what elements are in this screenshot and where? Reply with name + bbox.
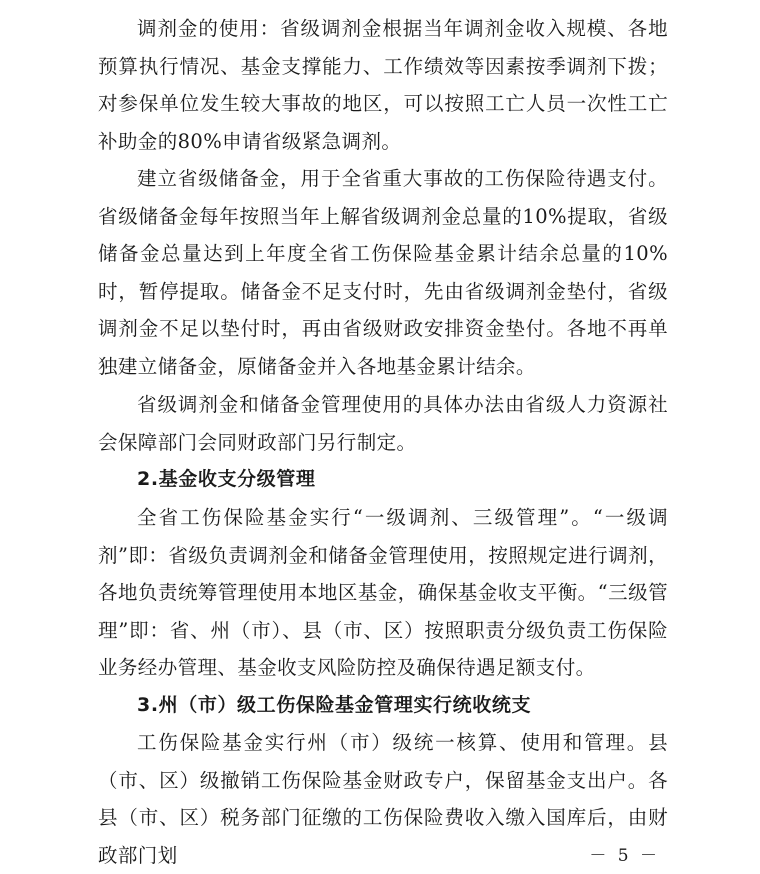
paragraph-management-rules: 省级调剂金和储备金管理使用的具体办法由省级人力资源社会保障部门会同财政部门另行制定。 [98,393,668,454]
paragraph-prefecture-level: 工伤保险基金实行州（市）级统一核算、使用和管理。县（市、区）级撤销工伤保险基金财政专户，保留基金支出户。各县（市、区）税务部门征缴的工伤保险费收入缴入国库后，由财政部门划 [98,731,668,867]
paragraph-adjustment-fund-usage: 调剂金的使用：省级调剂金根据当年调剂金收入规模、各地预算执行情况、基金支撑能力、工作绩效等因素按季调剂下拨；对参保单位发生较大事故的地区，可以按照工亡人员一次性工亡补助金的80%申请省级紧急调剂。 [98,17,668,153]
section-heading-tiered-management: 2.基金收支分级管理 [137,468,316,490]
paragraph-tiered-management: 全省工伤保险基金实行“一级调剂、三级管理”。“一级调剂”即：省级负责调剂金和储备金管理使用，按照规定进行调剂，各地负责统筹管理使用本地区基金，确保基金收支平衡。“三级管理”即：省、州（市）、县（市、区）按照职责分级负责工伤保险业务经办管理、基金收支风险防控及确保待遇足额支付。 [98,506,668,680]
paragraph-reserve-fund: 建立省级储备金，用于全省重大事故的工伤保险待遇支付。省级储备金每年按照当年上解省级调剂金总量的10%提取，省级储备金总量达到上年度全省工伤保险基金累计结余总量的10%时，暂停提取。储备金不足支付时，先由省级调剂金垫付，省级调剂金不足以垫付时，再由省级财政安排资金垫付。各地不再单独建立储备金，原储备金并入各地基金累计结余。 [98,167,668,378]
page-number: － 5 － [589,846,660,866]
section-heading-prefecture-level: 3.州（市）级工伤保险基金管理实行统收统支 [137,694,532,716]
